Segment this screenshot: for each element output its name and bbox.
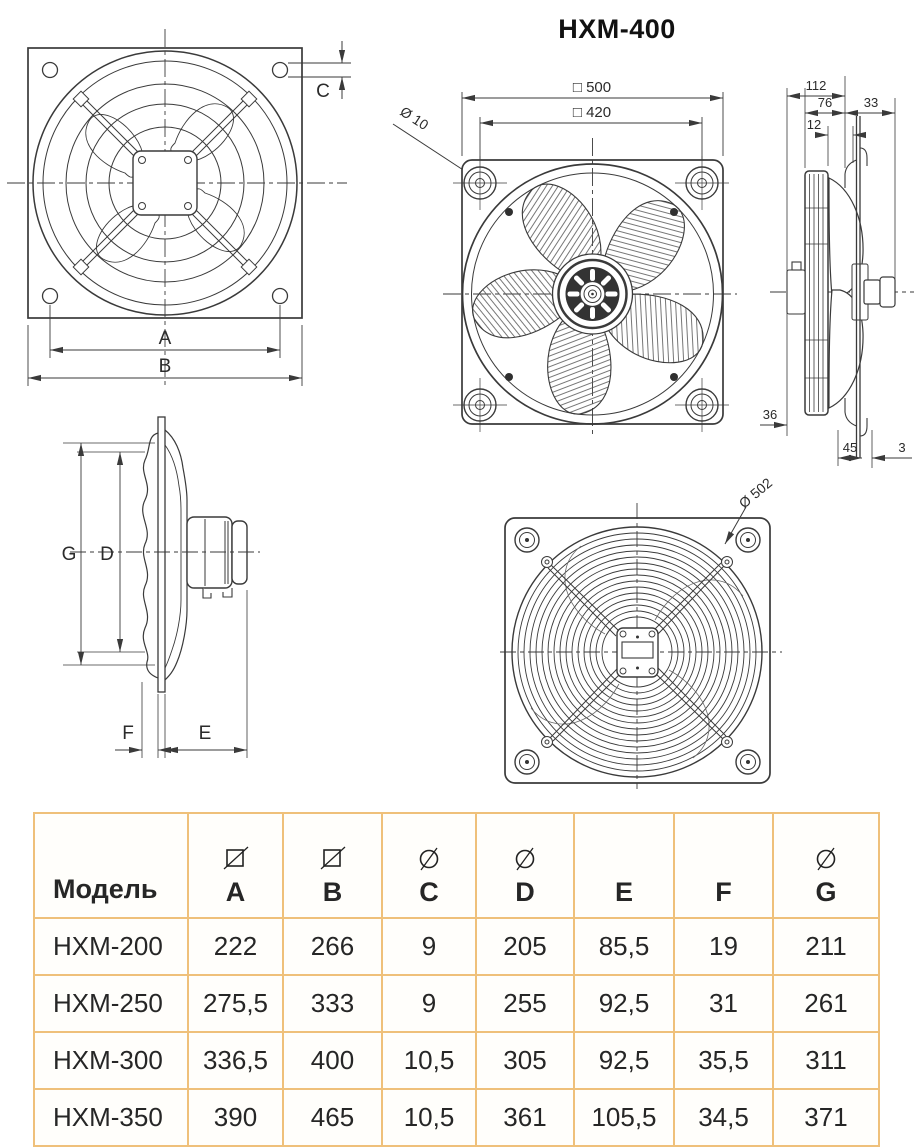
value-cell: 10,5: [382, 1089, 476, 1146]
impeller-silhouette: [143, 433, 158, 678]
value-cell: 400: [283, 1032, 382, 1089]
model-cell: HXM-200: [34, 918, 188, 975]
table-row: [34, 1089, 879, 1146]
col-letter: D: [515, 877, 535, 907]
model-cell: HXM-250: [34, 975, 188, 1032]
col-header-e: [574, 813, 674, 918]
square-dim-icon: [284, 845, 381, 875]
value-cell: 305: [476, 1032, 574, 1089]
col-letter: G: [815, 877, 837, 907]
model-header-cell: Модель: [34, 813, 188, 918]
side-view-right-drawing: [752, 68, 920, 493]
value-cell: 222: [188, 918, 283, 975]
model-cell: HXM-350: [34, 1089, 188, 1146]
dim-76-label: 76: [817, 95, 833, 110]
table-row: [34, 1032, 879, 1089]
dim-b-label: B: [158, 356, 172, 377]
dimension-table: [33, 812, 880, 1147]
plate-profile: [158, 417, 165, 692]
dim-3-label: 3: [898, 440, 906, 455]
dim-g-label: G: [61, 544, 77, 565]
value-cell: 336,5: [188, 1032, 283, 1089]
guard-dome-inner: [165, 445, 181, 668]
value-cell: 9: [382, 918, 476, 975]
col-letter: F: [715, 877, 732, 907]
front-view-center-drawing: [385, 60, 740, 440]
page-title: HXM-400: [558, 14, 676, 44]
motor-hub: [553, 254, 633, 334]
col-header-c: [382, 813, 476, 918]
dim-c-label: C: [316, 81, 330, 102]
col-header-b: [283, 813, 382, 918]
value-cell: 275,5: [188, 975, 283, 1032]
hub-profile: [864, 277, 895, 307]
col-letter: E: [614, 877, 633, 907]
value-cell: 266: [283, 918, 382, 975]
guard-dome-outline: [165, 430, 187, 680]
col-header-g: [773, 813, 879, 918]
table-header-row: [34, 813, 879, 918]
guard-profile: [805, 171, 828, 415]
value-cell: 9: [382, 975, 476, 1032]
diameter-icon: [477, 845, 573, 875]
value-cell: 34,5: [674, 1089, 773, 1146]
dim-d-label: D: [100, 544, 114, 565]
guard-diameter-label: Ø 502: [735, 474, 776, 512]
col-header-a: [188, 813, 283, 918]
dim-500-label: □ 500: [572, 79, 612, 96]
square-dim-icon: [189, 845, 282, 875]
impeller-profile: [829, 178, 868, 408]
col-letter: A: [225, 877, 246, 907]
col-header-d: [476, 813, 574, 918]
value-cell: 92,5: [574, 975, 674, 1032]
diameter-icon: [774, 845, 878, 875]
side-view-left-drawing: [55, 400, 325, 785]
rear-view-drawing: [500, 465, 815, 790]
dim-45-label: 45: [842, 440, 858, 455]
dim-112-label: 112: [805, 78, 827, 93]
value-cell: 465: [283, 1089, 382, 1146]
col-letter: B: [322, 877, 343, 907]
value-cell: 333: [283, 975, 382, 1032]
value-cell: 255: [476, 975, 574, 1032]
motor-profile: [187, 517, 247, 598]
value-cell: 361: [476, 1089, 574, 1146]
table-row: [34, 975, 879, 1032]
value-cell: 205: [476, 918, 574, 975]
value-cell: 92,5: [574, 1032, 674, 1089]
value-cell: 371: [773, 1089, 879, 1146]
value-cell: 31: [674, 975, 773, 1032]
dim-a-label: A: [158, 328, 172, 349]
dim-12-label: 12: [806, 117, 822, 132]
terminal-box: [787, 262, 805, 314]
motor-box: [617, 628, 658, 677]
hole-diameter-label: Ø 10: [397, 103, 432, 134]
value-cell: 85,5: [574, 918, 674, 975]
dim-420-label: □ 420: [572, 104, 612, 121]
value-cell: 19: [674, 918, 773, 975]
value-cell: 35,5: [674, 1032, 773, 1089]
model-cell: HXM-300: [34, 1032, 188, 1089]
col-letter: C: [419, 877, 439, 907]
value-cell: 105,5: [574, 1089, 674, 1146]
col-header-f: [674, 813, 773, 918]
value-cell: 311: [773, 1032, 879, 1089]
value-cell: 390: [188, 1089, 283, 1146]
dim-e-label: E: [198, 723, 212, 744]
value-cell: 261: [773, 975, 879, 1032]
front-view-left-drawing: [5, 25, 360, 400]
diameter-icon: [383, 845, 475, 875]
value-cell: 10,5: [382, 1032, 476, 1089]
motor-mount: [133, 151, 197, 215]
dim-f-label: F: [122, 723, 134, 744]
table-row: [34, 918, 879, 975]
value-cell: 211: [773, 918, 879, 975]
dim-33-label: 33: [863, 95, 879, 110]
dim-36-label: 36: [762, 407, 778, 422]
